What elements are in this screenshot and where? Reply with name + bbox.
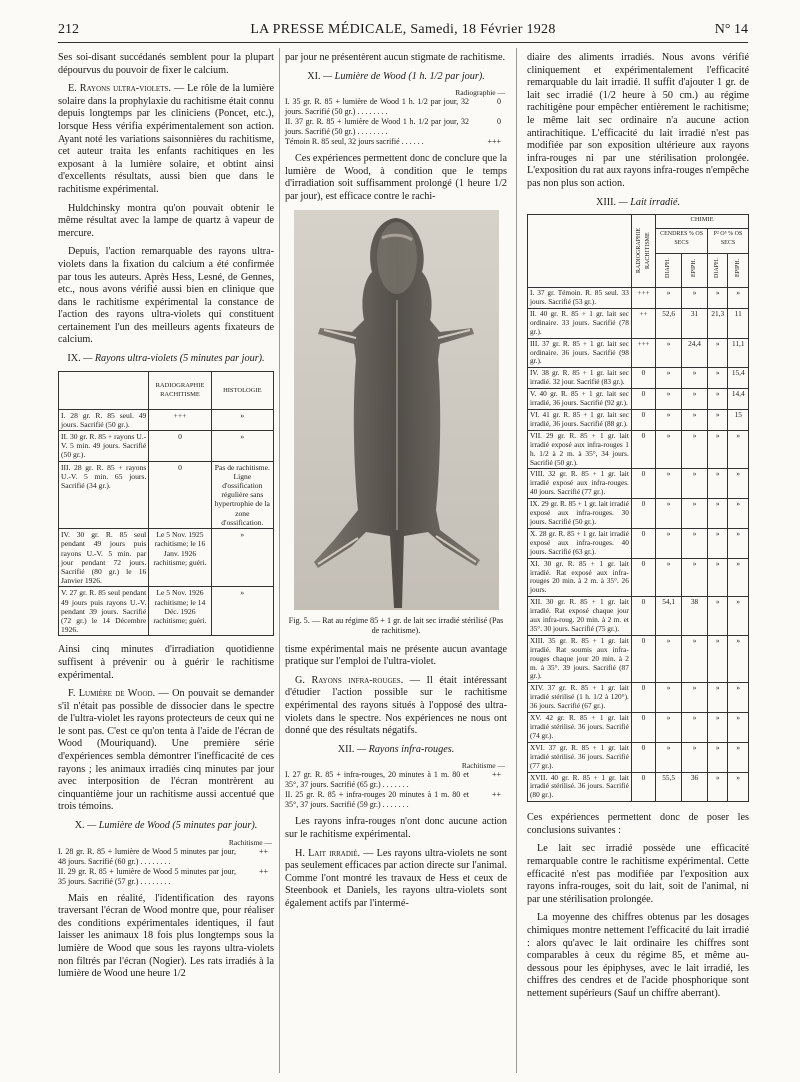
cell-value: 14,4: [728, 389, 749, 410]
cell-animal: VIII. 32 gr. R. 85 + 1 gr. lait irradié exposé aux infra-rouges. 40 jours. Sacrifié (77 gr.).: [528, 469, 632, 499]
cell-radiographie: +++: [149, 409, 211, 430]
cell-radiographie: 0: [631, 368, 655, 389]
cell-value: »: [656, 558, 682, 597]
table-x: [58, 838, 274, 887]
list-item: [285, 137, 507, 147]
cell-value: »: [656, 469, 682, 499]
cell-value: »: [682, 430, 708, 469]
column-header: Rachitisme —: [228, 837, 272, 847]
cell-radiographie: 0: [631, 430, 655, 469]
caption-text: — Lumière de Wood (1 h. 1/2 par jour).: [320, 70, 485, 82]
cell-value: »: [682, 558, 708, 597]
cell-animal: XIII. 35 gr. R. 85 + 1 gr. lait irradié. Rat soumis aux infra-rouges chaque jour 20 min. à 2 m. à 35°. 39 jours. Sacrifié (87 gr.).: [528, 635, 632, 683]
table-row: [528, 558, 749, 597]
cell-value: »: [682, 389, 708, 410]
paragraph: Mais en réalité, l'identification des rayons traversant l'écran de Wood montre que, pour réaliser des conditions expérimentales identiques, il faut laisser les animaux 18 fois plus longtemps sous la lumière de Wood que sous les rayons ultra-violets non filtrés par l'écran (Nogier). Les rats irradiés à la lumière de Wood une heure 1/2: [58, 892, 274, 980]
cell-animal: II. 30 gr. R. 85 + rayons U.-V. 5 min. 49 jours. Sacrifié (50 gr.).: [59, 431, 149, 462]
item-result: 0: [497, 117, 501, 127]
table-row: [528, 528, 749, 558]
cell-value: »: [728, 469, 749, 499]
cell-value: »: [707, 288, 727, 309]
cell-animal: X. 28 gr. R. 85 + 1 gr. lait irradié exposé aux infra-rouges. 40 jours. Sacrifié (63 gr.).: [528, 528, 632, 558]
table-header-blank: [59, 371, 149, 409]
table-row: [528, 499, 749, 529]
caption-number: XI.: [307, 70, 321, 82]
cell-value: 15,4: [728, 368, 749, 389]
paragraph: Depuis, l'action remarquable des rayons ultra-violets dans la fixation du calcium a été confirmée par tous les auteurs. Après Hess, Lesné, de Gennes, etc., nous avons vérifié aussi bien en clinique que dans le rachitisme expérimental la constance de l'action des rayons ultra-violets qui constituent certainement l'un des meilleurs agents fixateurs de calcium.: [58, 246, 274, 346]
cell-value: »: [656, 499, 682, 529]
table-header-radiographie: [631, 215, 655, 288]
paragraph: Huldchinsky montra qu'on pouvait obtenir le même résultat avec la lampe de quartz à vapeur de mercure.: [58, 202, 274, 239]
item-result: ++: [491, 770, 501, 780]
paragraph-text: — Le rôle de la lumière solaire dans la prophylaxie du rachitisme était connu depuis longtemps par les cliniciens (Poncet, etc.), lorsque Hess vérifia expérimentalement son action. Ayant noté les variations saisonnières du rachitisme, cet auteur traita les enfants rachitiques en les exposant à la lumière solaire, et obtint ainsi d'excellents résultats, aussi bien que dans le rachitisme expérimental.: [58, 83, 274, 195]
cell-histologie: »: [211, 587, 273, 636]
table-row: [528, 430, 749, 469]
table-row: [59, 587, 274, 636]
table-row: [528, 338, 749, 368]
cell-value: »: [707, 430, 727, 469]
item-text: I. 35 gr. R. 85 + lumière de Wood 1 h. 1/2 par jour, 32 jours. Sacrifié (50 gr.) . . . . . . . .: [285, 97, 469, 117]
item-result: ++: [258, 866, 268, 876]
cell-value: »: [707, 683, 727, 713]
cell-value: »: [682, 469, 708, 499]
cell-histologie: »: [211, 431, 273, 462]
item-text: I. 28 gr. R. 85 + lumière de Wood 5 minutes par jour, 48 jours. Sacrifié (60 gr.) . . . . . . . .: [58, 846, 236, 866]
page-header: [58, 22, 748, 42]
cell-value: 36: [682, 772, 708, 802]
table-row: [528, 742, 749, 772]
section-g: [285, 675, 507, 738]
cell-value: »: [656, 430, 682, 469]
cell-radiographie: 0: [631, 499, 655, 529]
cell-value: »: [656, 288, 682, 309]
item-text: I. 27 gr. R. 85 + infra-rouges, 20 minutes à 1 m. 80 et 35°, 37 jours. Sacrifié (65 gr.) . . . . . . .: [285, 770, 469, 790]
cell-animal: III. 28 gr. R. 85 + rayons U.-V. 5 min. 65 jours. Sacrifié (34 gr.).: [59, 461, 149, 528]
cell-histologie: Pas de rachitisme. Ligne d'ossification régulière sans hypertrophie de la zone d'ossification.: [211, 461, 273, 528]
paragraph: Les rayons infra-rouges n'ont donc aucune action sur le rachitisme expérimental.: [285, 816, 507, 840]
cell-value: »: [707, 772, 727, 802]
cell-animal: V. 27 gr. R. 85 seul pendant 49 jours puis rayons U.-V. pendant 39 jours. Sacrifié (72 gr.) le 14 Décembre 1926.: [59, 587, 149, 636]
cell-radiographie: 0: [631, 410, 655, 431]
header-label: RADIOGRAPHIE RACHITISME: [635, 228, 651, 274]
column-1: [58, 52, 274, 987]
cell-value: »: [682, 499, 708, 529]
cell-value: »: [707, 389, 727, 410]
issue-number: N° 14: [714, 22, 748, 37]
table-caption: [285, 71, 507, 84]
cell-value: 21,3: [707, 308, 727, 338]
cell-value: »: [728, 430, 749, 469]
caption-number: XIII.: [595, 196, 617, 208]
list-item: [58, 847, 274, 867]
table-subheader: [682, 253, 708, 287]
table-xii: [285, 761, 507, 810]
paragraph: La moyenne des chiffres obtenus par les dosages chimiques montre nettement l'efficacité du lait irradié : alors qu'avec le lait ordinaire les chiffres sont comparables à ceux du régime 85, et même au-dessous pour les épiphyses, avec le lait irradié, les chiffres des cendres et de l'acide phosphorique sont nettement supérieurs (Sauf un chiffre aberrant).: [527, 912, 749, 999]
cell-animal: XI. 30 gr. R. 85 + 1 gr. lait irradié. Rat exposé aux infra-rouges 20 min. à 2 m. à 35°. 26 jours.: [528, 558, 632, 597]
cell-value: 11,1: [728, 338, 749, 368]
cell-value: 54,1: [656, 597, 682, 636]
cell-value: 52,6: [656, 308, 682, 338]
paragraph-text: — On pouvait se demander s'il n'était pas possible de dissocier dans le spectre de l'ultra-violet les rayons protecteurs de ceux qui ne le sont pas. C'est ce qu'on tenta à l'aide de l'écran de Wood (Mouriquand). Une première série d'expériences sembla démontrer l'inefficacité de ces rayons ; les animaux irradiés cinq minutes par jour avec interposition de l'écran montrèrent au cinquantième jour un rachitisme aussi accentué que trois témoins.: [58, 688, 274, 813]
cell-animal: VII. 29 gr. R. 85 + 1 gr. lait irradié exposé aux infra-rouges 1 h. 1/2 à 2 m. à 35°, 34 jours. Sacrifié (50 gr.).: [528, 430, 632, 469]
cell-animal: IV. 30 gr. R. 85 seul pendant 49 jours puis rayons U.-V. 5 min. par jour pendant 72 jours. Sacrifié (80 gr.) le 16 Janvier 1926.: [59, 529, 149, 587]
cell-value: »: [728, 683, 749, 713]
cell-value: 31: [682, 308, 708, 338]
cell-radiographie: +++: [631, 288, 655, 309]
cell-value: »: [656, 389, 682, 410]
caption-text: — Lait irradié.: [616, 196, 681, 208]
table-ix: [58, 371, 274, 637]
paragraph-text: — Il était intéressant d'étudier l'action possible sur le rachitisme expérimental des rayons situés à l'opposé des ultra-violets dans le spectre. Nos expériences ne nous ont donné que des résultats négatifs.: [285, 674, 508, 737]
cell-value: »: [728, 499, 749, 529]
cell-value: 15: [728, 410, 749, 431]
cell-radiographie: Le 5 Nov. 1925 rachitisme; le 16 Janv. 1926 rachitisme; guéri.: [149, 529, 211, 587]
table-header-blank: [528, 215, 632, 288]
table-xiii: [527, 214, 749, 802]
section-h: [285, 848, 507, 911]
cell-radiographie: 0: [631, 597, 655, 636]
cell-value: 11: [728, 308, 749, 338]
table-subheader: [656, 253, 682, 287]
list-item: [285, 790, 507, 810]
column-header: Radiographie —: [455, 88, 505, 98]
table-header-cendres: CENDRES % OS SECS: [656, 229, 708, 254]
paragraph: Ces expériences permettent donc de conclure que la lumière de Wood, à condition que le temps d'irradiation soit suffisamment prolongé (1 heure 1/2 par jour), est efficace contre le rachi-: [285, 153, 507, 202]
table-row: [528, 368, 749, 389]
item-result: +++: [487, 137, 501, 147]
cell-value: 38: [682, 597, 708, 636]
table-row: [528, 410, 749, 431]
table-caption: [58, 820, 274, 833]
cell-value: »: [728, 597, 749, 636]
cell-histologie: »: [211, 409, 273, 430]
item-text: Témoin R. 85 seul, 32 jours sacrifié . . . . . .: [285, 137, 424, 147]
table-row: [528, 713, 749, 743]
table-xi: [285, 88, 507, 147]
column-2: [285, 52, 507, 916]
table-row: [528, 308, 749, 338]
cell-radiographie: 0: [631, 772, 655, 802]
cell-value: »: [656, 528, 682, 558]
item-text: II. 29 gr. R. 85 + lumière de Wood 5 minutes par jour, 35 jours. Sacrifié (57 gr.) . . . . . . . .: [58, 866, 236, 886]
figure-caption: Fig. 5. — Rat au régime 85 + 1 gr. de lait sec irradié stérilisé (Pas de rachitisme).: [288, 615, 504, 635]
section-e: [58, 83, 274, 196]
cell-radiographie: Le 5 Nov. 1926 rachitisme; le 14 Déc. 1926 rachitisme; guéri.: [149, 587, 211, 636]
cell-value: »: [728, 528, 749, 558]
column-header: Rachitisme —: [461, 761, 505, 771]
cell-animal: III. 37 gr. R. 85 + 1 gr. lait sec ordinaire. 36 jours. Sacrifié (98 gr.).: [528, 338, 632, 368]
rat-radiograph-image: [294, 210, 499, 610]
caption-text: — Lumière de Wood (5 minutes par jour).: [84, 820, 258, 832]
cell-value: »: [707, 742, 727, 772]
item-result: ++: [491, 790, 501, 800]
cell-value: »: [656, 713, 682, 743]
cell-value: »: [656, 410, 682, 431]
table-row: [59, 461, 274, 528]
cell-radiographie: 0: [631, 558, 655, 597]
item-result: ++: [258, 846, 268, 856]
cell-value: »: [707, 410, 727, 431]
caption-text: — Rayons infra-rouges.: [354, 743, 455, 755]
cell-radiographie: 0: [149, 461, 211, 528]
table-caption: [285, 744, 507, 757]
table-row: [528, 683, 749, 713]
subheader-label: EPIPH.: [734, 258, 741, 277]
cell-value: »: [707, 713, 727, 743]
cell-value: »: [707, 368, 727, 389]
paragraph-text: — Les rayons ultra-violets ne sont pas seulement efficaces par action directe sur l'animal. Comme l'ont montré les travaux de Hess et ceux de Steenbook et Daniels, les rayons ultra-violets sont également actifs par l'intermé-: [285, 847, 507, 909]
column-divider: [279, 48, 280, 1073]
table-subheader: [707, 253, 727, 287]
table-row: [59, 431, 274, 462]
cell-animal: IV. 38 gr. R. 85 + 1 gr. lait sec irradié. 32 jour. Sacrifié (83 gr.).: [528, 368, 632, 389]
caption-number: X.: [74, 820, 85, 832]
journal-title: LA PRESSE MÉDICALE, Samedi, 18 Février 1928: [250, 22, 556, 37]
cell-value: »: [682, 528, 708, 558]
page-number: 212: [58, 22, 79, 37]
table-caption: [58, 353, 274, 366]
cell-value: »: [682, 742, 708, 772]
cell-value: »: [656, 742, 682, 772]
subheader-label: DIAPH.: [665, 257, 672, 278]
table-row: [528, 469, 749, 499]
table-row: [528, 772, 749, 802]
section-f: [58, 688, 274, 814]
table-row: [59, 409, 274, 430]
list-item: [285, 770, 507, 790]
table-caption: [527, 197, 749, 210]
cell-histologie: »: [211, 529, 273, 587]
cell-value: »: [682, 288, 708, 309]
caption-text: — Rayons ultra-violets (5 minutes par jour).: [80, 353, 265, 365]
item-text: II. 37 gr. R. 85 + lumière de Wood 1 h. 1/2 par jour, 32 jours. Sacrifié (50 gr.) . . . . . . . .: [285, 117, 469, 137]
table-row: [528, 597, 749, 636]
paragraph: par jour ne présentèrent aucun stigmate de rachitisme.: [285, 52, 506, 63]
cell-radiographie: 0: [631, 635, 655, 683]
cell-value: »: [682, 410, 708, 431]
table-row: [59, 529, 274, 587]
cell-radiographie: 0: [631, 713, 655, 743]
item-text: II. 25 gr. R. 85 + infra-rouges 20 minutes à 1 m. 80 et 35°, 37 jours. Sacrifié (59 gr.) . . . . . . .: [285, 790, 469, 810]
paragraph: Le lait sec irradié possède une efficacité remarquable contre le rachitisme expérimental. Cette efficacité n'est pas modifiée par l'exposition aux rayons infra-rouges, soit du lait, soit de l'animal, ni par une stérilisation prolongée.: [527, 843, 749, 905]
list-item: [285, 97, 507, 117]
cell-radiographie: 0: [631, 528, 655, 558]
cell-value: 24,4: [682, 338, 708, 368]
cell-animal: V. 40 gr. R. 85 + 1 gr. lait sec irradié, 36 jours. Sacrifié (92 gr.).: [528, 389, 632, 410]
cell-value: »: [728, 558, 749, 597]
caption-number: IX.: [67, 353, 81, 365]
cell-radiographie: 0: [631, 389, 655, 410]
list-item: [285, 117, 507, 137]
table-row: [528, 389, 749, 410]
cell-animal: XVII. 40 gr. R. 85 + 1 gr. lait irradié stérilisé. 36 jours. Sacrifié (80 gr.).: [528, 772, 632, 802]
rat-radiograph-figure: [294, 210, 499, 610]
cell-animal: I. 28 gr. R. 85 seul. 49 jours. Sacrifié (50 gr.).: [59, 409, 149, 430]
table-header-radiographie: RADIOGRAPHIE RACHITISME: [149, 371, 211, 409]
header-rule: [58, 42, 748, 43]
paragraph: Ses soi-disant succédanés semblent pour la plupart dépourvus du pouvoir de fixer le calcium.: [58, 52, 274, 76]
table-header-p2o5: P² O⁵ % OS SECS: [707, 229, 748, 254]
cell-value: »: [707, 528, 727, 558]
cell-value: »: [728, 772, 749, 802]
cell-value: »: [656, 338, 682, 368]
cell-value: »: [707, 469, 727, 499]
paragraph: diaire des aliments irradiés. Nous avons vérifié cliniquement et expérimentalement l'efficacité remarquable du lait irradié. Il suffit d'ajouter 1 gr. de lait sec irradié (1/2 heure à 50 cm.) au régime rachitigène pour empêcher entièrement le rachitisme; le même lait sec ordinaire n'a aucune action antirachitique. L'efficacité du lait irradié n'est pas modifiée par son exposition ultérieure aux rayons infra-rouges ni par une stérilisation prolongée. L'exposition du rat aux rayons infra-rouges n'empêche pas non plus son action.: [527, 52, 749, 189]
cell-radiographie: 0: [631, 469, 655, 499]
paragraph: tisme expérimental mais ne présente aucun avantage pratique sur l'emploi de l'ultra-violet.: [285, 643, 507, 668]
cell-value: »: [728, 713, 749, 743]
paragraph: Ainsi cinq minutes d'irradiation quotidienne suffisent à prévenir ou à guérir le rachitisme expérimental.: [58, 644, 274, 681]
cell-value: »: [682, 713, 708, 743]
cell-value: »: [707, 597, 727, 636]
cell-value: »: [707, 635, 727, 683]
section-heading: F. Lumière de Wood.: [68, 688, 156, 700]
cell-value: »: [707, 338, 727, 368]
section-heading: E. Rayons ultra-violets.: [68, 83, 171, 95]
cell-value: »: [682, 368, 708, 389]
cell-value: »: [728, 635, 749, 683]
cell-animal: XV. 42 gr. R. 85 + 1 gr. lait irradié stérilisé. 36 jours. Sacrifié (74 gr.).: [528, 713, 632, 743]
cell-value: »: [656, 683, 682, 713]
column-divider: [516, 48, 517, 1073]
cell-animal: I. 37 gr. Témoin. R. 85 seul. 33 jours. Sacrifié (53 gr.).: [528, 288, 632, 309]
table-row: [528, 635, 749, 683]
cell-animal: XVI. 37 gr. R. 85 + 1 gr. lait irradié stérilisé. 36 jours. Sacrifié (77 gr.).: [528, 742, 632, 772]
cell-value: »: [682, 683, 708, 713]
section-heading: G. Rayons infra-rouges.: [295, 674, 404, 686]
cell-value: »: [707, 499, 727, 529]
cell-animal: IX. 29 gr. R. 85 + 1 gr. lait irradié exposé aux infra-rouges. 30 jours. Sacrifié (50 gr.).: [528, 499, 632, 529]
cell-value: »: [656, 368, 682, 389]
column-3: [527, 52, 749, 1007]
cell-value: »: [707, 558, 727, 597]
cell-radiographie: ++: [631, 308, 655, 338]
cell-animal: II. 40 gr. R. 85 + 1 gr. lait sec ordinaire. 33 jours. Sacrifié (78 gr.).: [528, 308, 632, 338]
cell-radiographie: 0: [149, 431, 211, 462]
paragraph: Ces expériences permettent donc de poser les conclusions suivantes :: [527, 812, 749, 836]
cell-radiographie: 0: [631, 683, 655, 713]
table-subheader: [728, 253, 749, 287]
cell-animal: XII. 30 gr. R. 85 + 1 gr. lait irradié. Rat exposé chaque jour aux infra-roug. 20 min. à 2 m. et 35°. 30 jours. Sacrifié (75 gr.).: [528, 597, 632, 636]
section-heading: H. Lait irradié.: [295, 847, 361, 859]
cell-value: »: [728, 742, 749, 772]
cell-animal: VI. 41 gr. R. 85 + 1 gr. lait sec irradié, 36 jours. Sacrifié (88 gr.).: [528, 410, 632, 431]
cell-radiographie: +++: [631, 338, 655, 368]
table-header-chimie: CHIMIE: [656, 215, 749, 229]
cell-value: »: [656, 635, 682, 683]
item-result: 0: [497, 97, 501, 107]
cell-value: »: [682, 635, 708, 683]
table-row: [528, 288, 749, 309]
caption-number: XII.: [337, 743, 355, 755]
subheader-label: EPIPH.: [691, 258, 698, 277]
cell-radiographie: 0: [631, 742, 655, 772]
subheader-label: DIAPH.: [714, 257, 721, 278]
cell-value: »: [728, 288, 749, 309]
table-header-histologie: HISTOLOGIE: [211, 371, 273, 409]
cell-animal: XIV. 37 gr. R. 85 + 1 gr. lait irradié stérilisé (1 h. 1/2 à 120°). 36 jours. Sacrifié (67 gr.).: [528, 683, 632, 713]
cell-value: 55,5: [656, 772, 682, 802]
list-item: [58, 867, 274, 887]
